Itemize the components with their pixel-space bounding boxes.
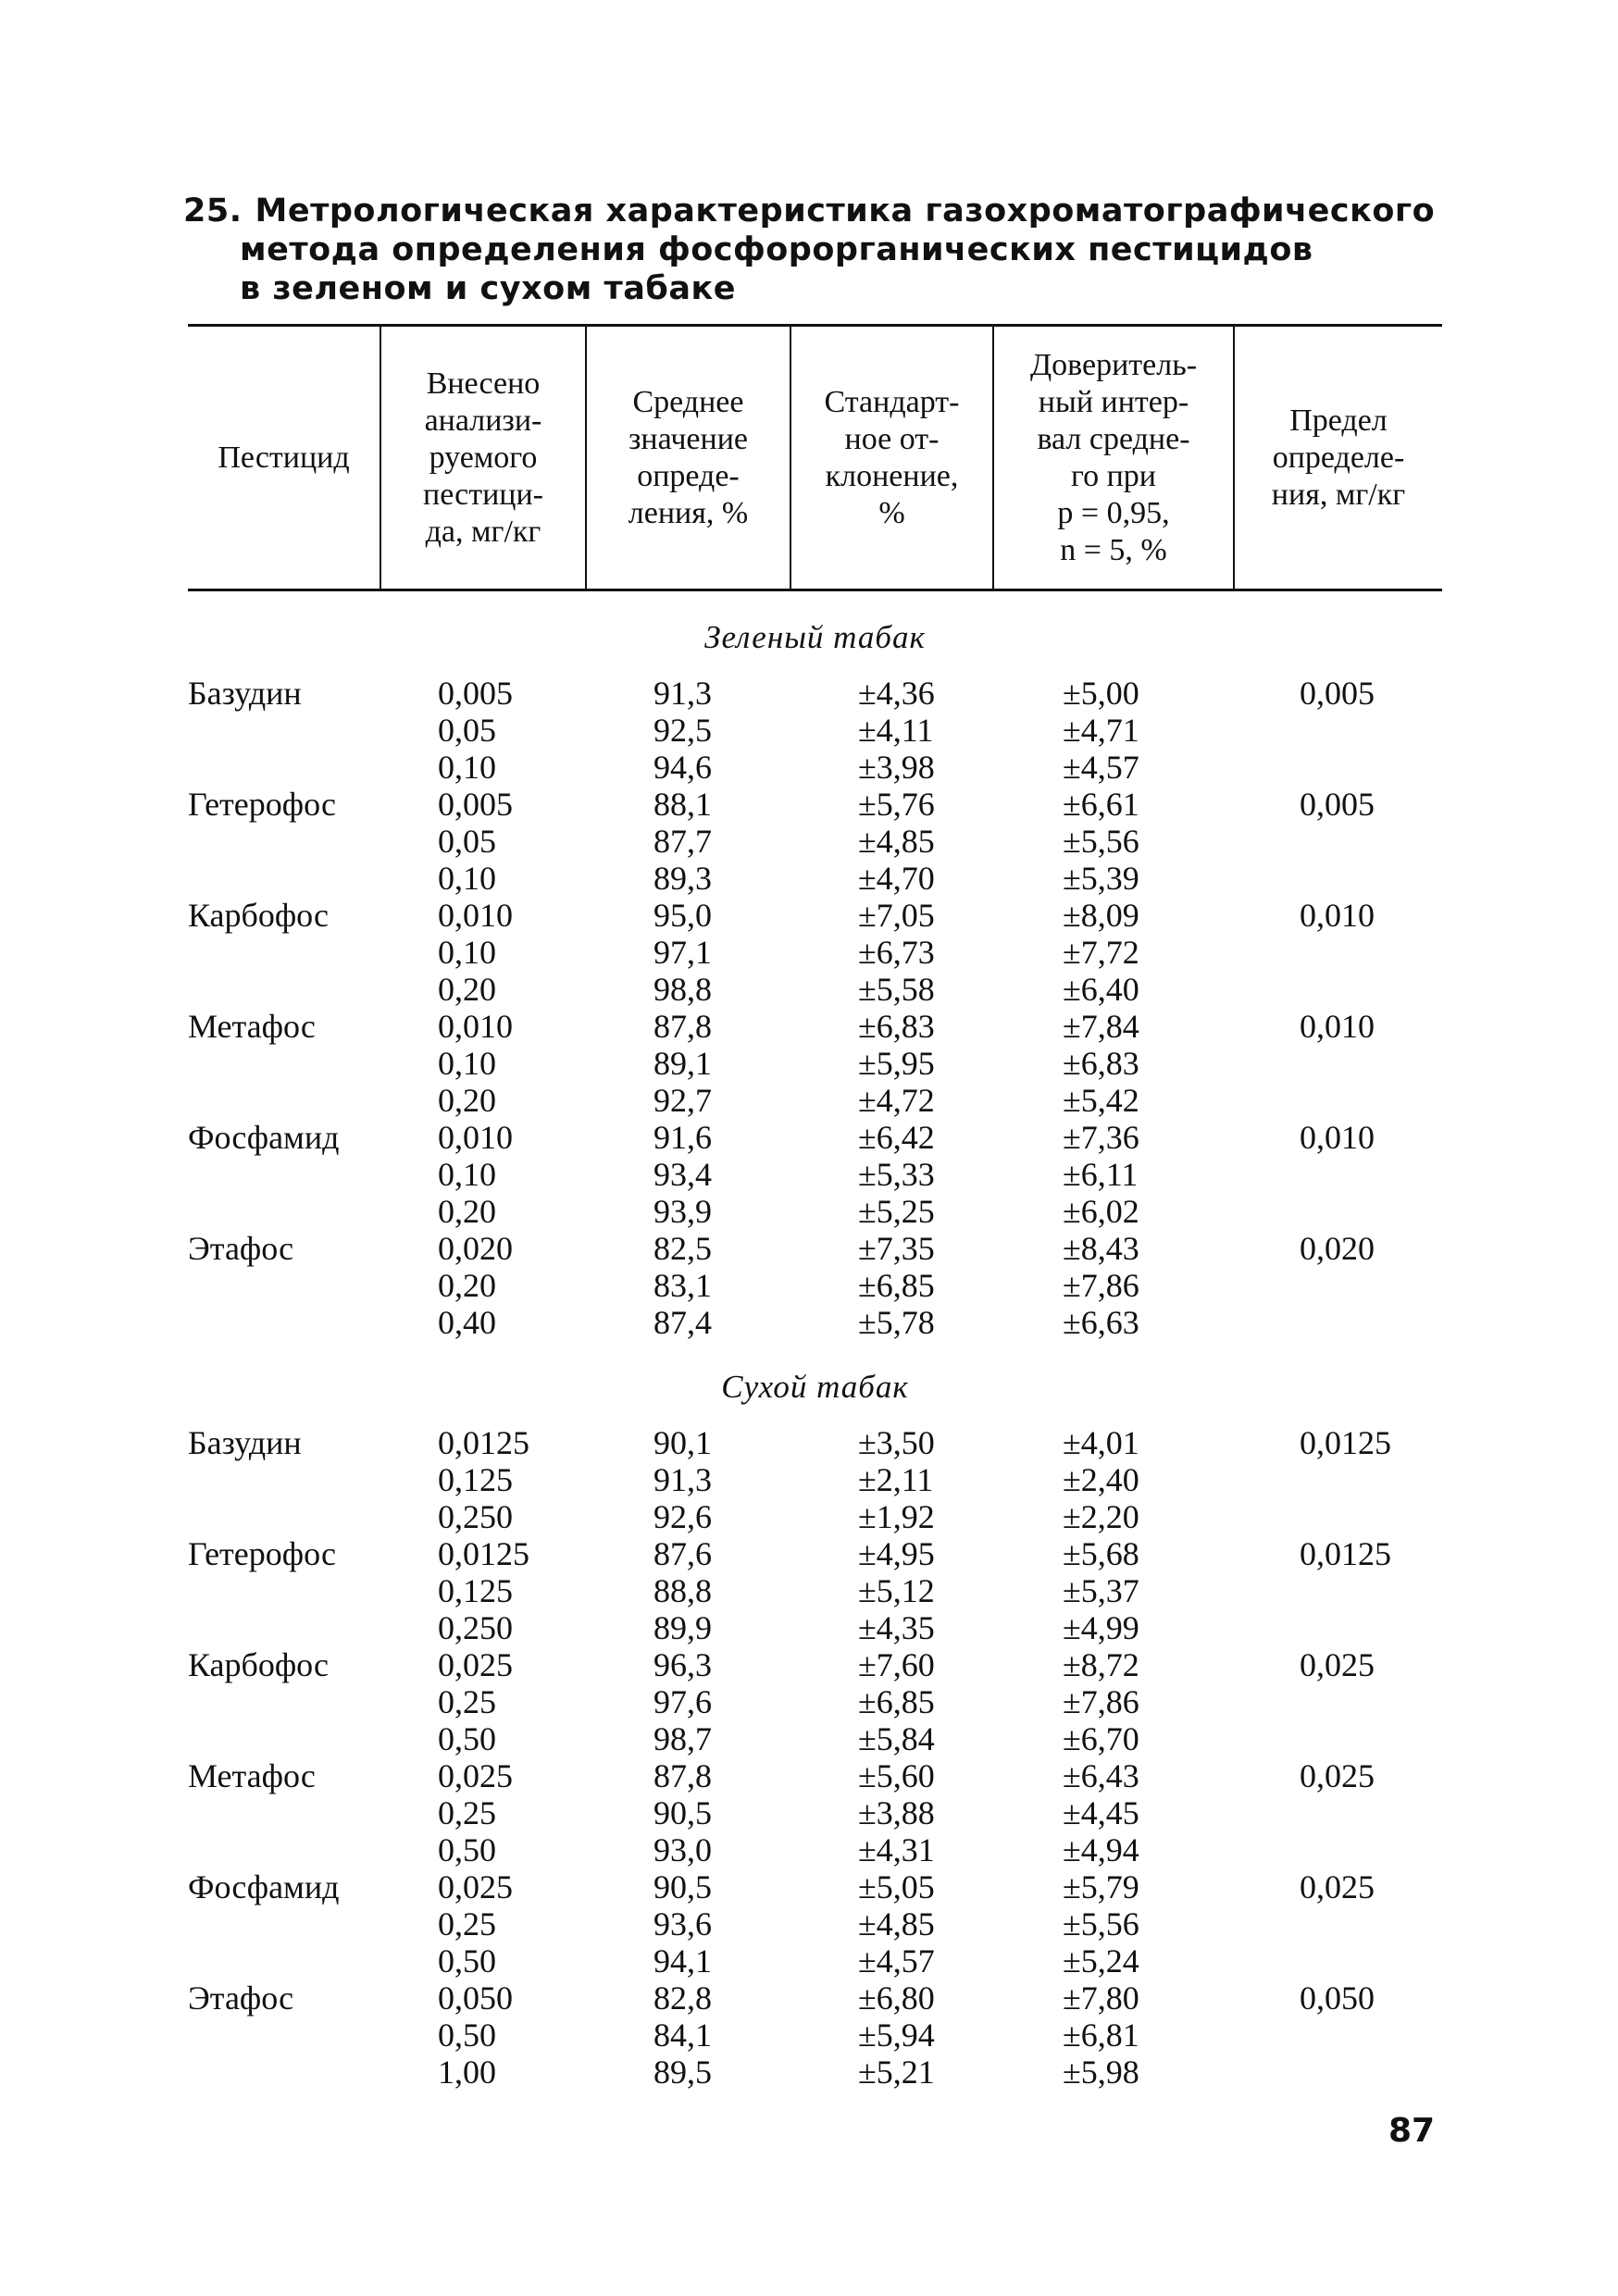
table-row (188, 823, 1442, 860)
sd-cell: ±6,83 (858, 1008, 935, 1045)
ci-cell: ±5,42 (1063, 1082, 1139, 1119)
mean-cell: 89,1 (653, 1045, 712, 1082)
table-row (188, 1572, 1442, 1609)
sd-cell: ±5,25 (858, 1193, 935, 1230)
ci-cell: ±4,71 (1063, 712, 1139, 749)
table-row (188, 1905, 1442, 1942)
ci-cell: ±8,09 (1063, 897, 1139, 934)
added-cell: 0,25 (438, 1905, 496, 1942)
ci-cell: ±6,02 (1063, 1193, 1139, 1230)
ci-cell: ±5,56 (1063, 1905, 1139, 1942)
sd-cell: ±4,85 (858, 1905, 935, 1942)
table-caption (183, 192, 1436, 308)
ci-cell: ±6,43 (1063, 1757, 1139, 1794)
added-cell: 0,010 (438, 1119, 513, 1156)
mean-cell: 91,6 (653, 1119, 712, 1156)
sd-cell: ±5,58 (858, 971, 935, 1008)
added-cell: 0,10 (438, 749, 496, 786)
caption-line-3: в зеленом и сухом табаке (240, 270, 736, 307)
sd-cell: ±4,57 (858, 1942, 935, 1980)
sd-cell: ±5,95 (858, 1045, 935, 1082)
ci-cell: ±7,84 (1063, 1008, 1139, 1045)
mean-cell: 83,1 (653, 1267, 712, 1304)
pesticide-cell: Метафос (188, 1757, 316, 1794)
sd-cell: ±3,98 (858, 749, 935, 786)
sd-cell: ±5,05 (858, 1868, 935, 1905)
header-detection-limit: Предел определе- ния, мг/кг (1233, 327, 1442, 589)
caption-line-2: метода определения фосфорорганических пестицидов (240, 231, 1313, 268)
mean-cell: 94,6 (653, 749, 712, 786)
sd-cell: ±6,42 (858, 1119, 935, 1156)
caption-line-1: 25. Метрологическая характеристика газохроматографического (183, 192, 1436, 230)
mean-cell: 88,1 (653, 786, 712, 823)
mean-cell: 87,6 (653, 1535, 712, 1572)
table-row (188, 897, 1442, 934)
pesticide-cell: Карбофос (188, 897, 330, 934)
mean-cell: 82,8 (653, 1980, 712, 2017)
mean-cell: 89,3 (653, 860, 712, 897)
pesticide-cell: Гетерофос (188, 1535, 336, 1572)
mean-cell: 98,7 (653, 1720, 712, 1757)
sd-cell: ±5,60 (858, 1757, 935, 1794)
mean-cell: 82,5 (653, 1230, 712, 1267)
sd-cell: ±4,72 (858, 1082, 935, 1119)
ci-cell: ±7,36 (1063, 1119, 1139, 1156)
added-cell: 0,10 (438, 1045, 496, 1082)
mean-cell: 97,1 (653, 934, 712, 971)
table-row (188, 1304, 1442, 1341)
added-cell: 0,50 (438, 1720, 496, 1757)
pesticide-cell: Этафос (188, 1980, 294, 2017)
data-table (188, 324, 1442, 2091)
mean-cell: 93,9 (653, 1193, 712, 1230)
ci-cell: ±5,00 (1063, 675, 1139, 712)
ci-cell: ±2,40 (1063, 1461, 1139, 1498)
table-row (188, 712, 1442, 749)
added-cell: 0,10 (438, 860, 496, 897)
added-cell: 0,250 (438, 1498, 513, 1535)
added-cell: 0,005 (438, 786, 513, 823)
section-title: Сухой табак (721, 1369, 909, 1405)
added-cell: 0,50 (438, 1831, 496, 1868)
ci-cell: ±6,81 (1063, 2017, 1139, 2054)
sd-cell: ±4,36 (858, 675, 935, 712)
added-cell: 0,25 (438, 1794, 496, 1831)
table-row (188, 786, 1442, 823)
table-number: 25. (183, 192, 243, 230)
table-body (188, 601, 1442, 2091)
sd-cell: ±6,73 (858, 934, 935, 971)
added-cell: 0,25 (438, 1683, 496, 1720)
sd-cell: ±7,05 (858, 897, 935, 934)
table-row (188, 1646, 1442, 1683)
sd-cell: ±2,11 (858, 1461, 934, 1498)
mean-cell: 87,7 (653, 823, 712, 860)
table-row (188, 1980, 1442, 2017)
table-row (188, 1156, 1442, 1193)
pesticide-cell: Метафос (188, 1008, 316, 1045)
sd-cell: ±6,85 (858, 1683, 935, 1720)
table-row (188, 749, 1442, 786)
mean-cell: 87,8 (653, 1757, 712, 1794)
ci-cell: ±5,37 (1063, 1572, 1139, 1609)
mean-cell: 84,1 (653, 2017, 712, 2054)
table-row (188, 1193, 1442, 1230)
ci-cell: ±6,61 (1063, 786, 1139, 823)
limit-cell: 0,005 (1300, 675, 1375, 712)
table-row (188, 1498, 1442, 1535)
added-cell: 0,025 (438, 1868, 513, 1905)
mean-cell: 97,6 (653, 1683, 712, 1720)
limit-cell: 0,025 (1300, 1868, 1375, 1905)
sd-cell: ±5,78 (858, 1304, 935, 1341)
sd-cell: ±3,88 (858, 1794, 935, 1831)
pesticide-cell: Фосфамид (188, 1868, 340, 1905)
ci-cell: ±4,45 (1063, 1794, 1139, 1831)
ci-cell: ±7,80 (1063, 1980, 1139, 2017)
table-row (188, 1942, 1442, 1980)
table-row (188, 1609, 1442, 1646)
added-cell: 0,005 (438, 675, 513, 712)
mean-cell: 96,3 (653, 1646, 712, 1683)
table-row (188, 1045, 1442, 1082)
added-cell: 0,025 (438, 1757, 513, 1794)
ci-cell: ±6,40 (1063, 971, 1139, 1008)
table-row (188, 675, 1442, 712)
added-cell: 0,250 (438, 1609, 513, 1646)
mean-cell: 98,8 (653, 971, 712, 1008)
added-cell: 0,40 (438, 1304, 496, 1341)
pesticide-cell: Базудин (188, 1424, 302, 1461)
mean-cell: 92,5 (653, 712, 712, 749)
sd-cell: ±4,35 (858, 1609, 935, 1646)
sd-cell: ±6,85 (858, 1267, 935, 1304)
sd-cell: ±6,80 (858, 1980, 935, 2017)
header-pesticide: Пестицид (218, 440, 350, 475)
sd-cell: ±4,11 (858, 712, 934, 749)
added-cell: 0,010 (438, 897, 513, 934)
mean-cell: 95,0 (653, 897, 712, 934)
mean-cell: 90,1 (653, 1424, 712, 1461)
ci-cell: ±6,83 (1063, 1045, 1139, 1082)
sd-cell: ±4,85 (858, 823, 935, 860)
table-row (188, 1424, 1442, 1461)
mean-cell: 92,7 (653, 1082, 712, 1119)
table-row (188, 934, 1442, 971)
limit-cell: 0,010 (1300, 1008, 1375, 1045)
header-confidence-interval: Доверитель- ный интер- вал средне- го при p = 0,95, n = 5, % (992, 327, 1233, 589)
table-row (188, 2054, 1442, 2091)
table-row (188, 860, 1442, 897)
header-std-deviation: Стандарт- ное от- клонение, % (790, 327, 992, 589)
mean-cell: 87,4 (653, 1304, 712, 1341)
ci-cell: ±7,86 (1063, 1683, 1139, 1720)
added-cell: 0,50 (438, 2017, 496, 2054)
table-row (188, 1831, 1442, 1868)
table-row (188, 1794, 1442, 1831)
pesticide-cell: Базудин (188, 675, 302, 712)
limit-cell: 0,005 (1300, 786, 1375, 823)
table-row (188, 1683, 1442, 1720)
added-cell: 0,125 (438, 1461, 513, 1498)
mean-cell: 89,5 (653, 2054, 712, 2091)
added-cell: 0,20 (438, 1267, 496, 1304)
ci-cell: ±7,72 (1063, 934, 1139, 971)
table-row (188, 1868, 1442, 1905)
table-row (188, 1119, 1442, 1156)
table-row (188, 1720, 1442, 1757)
page-number: 87 (1388, 2112, 1436, 2150)
added-cell: 0,05 (438, 823, 496, 860)
header-added-amount: Внесено анализи- руемого пестици- да, мг/кг (380, 327, 585, 589)
sd-cell: ±5,76 (858, 786, 935, 823)
mean-cell: 91,3 (653, 1461, 712, 1498)
added-cell: 0,20 (438, 1082, 496, 1119)
added-cell: 0,125 (438, 1572, 513, 1609)
ci-cell: ±4,01 (1063, 1424, 1139, 1461)
table-row (188, 1757, 1442, 1794)
ci-cell: ±4,94 (1063, 1831, 1139, 1868)
mean-cell: 92,6 (653, 1498, 712, 1535)
ci-cell: ±5,68 (1063, 1535, 1139, 1572)
sd-cell: ±4,70 (858, 860, 935, 897)
added-cell: 0,025 (438, 1646, 513, 1683)
limit-cell: 0,050 (1300, 1980, 1375, 2017)
ci-cell: ±4,57 (1063, 749, 1139, 786)
mean-cell: 91,3 (653, 675, 712, 712)
sd-cell: ±1,92 (858, 1498, 935, 1535)
ci-cell: ±6,70 (1063, 1720, 1139, 1757)
mean-cell: 93,0 (653, 1831, 712, 1868)
mean-cell: 89,9 (653, 1609, 712, 1646)
added-cell: 0,0125 (438, 1424, 529, 1461)
limit-cell: 0,0125 (1300, 1535, 1391, 1572)
mean-cell: 90,5 (653, 1868, 712, 1905)
sd-cell: ±5,84 (858, 1720, 935, 1757)
ci-cell: ±5,56 (1063, 823, 1139, 860)
mean-cell: 88,8 (653, 1572, 712, 1609)
ci-cell: ±7,86 (1063, 1267, 1139, 1304)
ci-cell: ±5,39 (1063, 860, 1139, 897)
limit-cell: 0,020 (1300, 1230, 1375, 1267)
pesticide-cell: Карбофос (188, 1646, 330, 1683)
ci-cell: ±4,99 (1063, 1609, 1139, 1646)
table-row (188, 971, 1442, 1008)
limit-cell: 0,0125 (1300, 1424, 1391, 1461)
table-row (188, 1267, 1442, 1304)
added-cell: 0,020 (438, 1230, 513, 1267)
sd-cell: ±5,33 (858, 1156, 935, 1193)
ci-cell: ±8,43 (1063, 1230, 1139, 1267)
mean-cell: 93,4 (653, 1156, 712, 1193)
limit-cell: 0,010 (1300, 1119, 1375, 1156)
limit-cell: 0,025 (1300, 1757, 1375, 1794)
ci-cell: ±6,11 (1063, 1156, 1139, 1193)
table-row (188, 1008, 1442, 1045)
pesticide-cell: Фосфамид (188, 1119, 340, 1156)
mean-cell: 90,5 (653, 1794, 712, 1831)
ci-cell: ±5,24 (1063, 1942, 1139, 1980)
mean-cell: 87,8 (653, 1008, 712, 1045)
sd-cell: ±4,31 (858, 1831, 935, 1868)
pesticide-cell: Этафос (188, 1230, 294, 1267)
sd-cell: ±5,21 (858, 2054, 935, 2091)
ci-cell: ±6,63 (1063, 1304, 1139, 1341)
header-mean-value: Среднее значение опреде- ления, % (585, 327, 790, 589)
sd-cell: ±7,60 (858, 1646, 935, 1683)
added-cell: 0,05 (438, 712, 496, 749)
table-row (188, 1461, 1442, 1498)
section-title: Зеленый табак (704, 619, 926, 655)
table-header (188, 327, 1442, 591)
ci-cell: ±5,98 (1063, 2054, 1139, 2091)
pesticide-cell: Гетерофос (188, 786, 336, 823)
table-row (188, 1230, 1442, 1267)
mean-cell: 93,6 (653, 1905, 712, 1942)
sd-cell: ±5,12 (858, 1572, 935, 1609)
added-cell: 0,10 (438, 934, 496, 971)
added-cell: 0,20 (438, 971, 496, 1008)
ci-cell: ±2,20 (1063, 1498, 1139, 1535)
limit-cell: 0,010 (1300, 897, 1375, 934)
ci-cell: ±8,72 (1063, 1646, 1139, 1683)
added-cell: 1,00 (438, 2054, 496, 2091)
added-cell: 0,050 (438, 1980, 513, 2017)
limit-cell: 0,025 (1300, 1646, 1375, 1683)
added-cell: 0,20 (438, 1193, 496, 1230)
sd-cell: ±4,95 (858, 1535, 935, 1572)
table-row (188, 1535, 1442, 1572)
sd-cell: ±5,94 (858, 2017, 935, 2054)
mean-cell: 94,1 (653, 1942, 712, 1980)
added-cell: 0,50 (438, 1942, 496, 1980)
added-cell: 0,10 (438, 1156, 496, 1193)
added-cell: 0,0125 (438, 1535, 529, 1572)
added-cell: 0,010 (438, 1008, 513, 1045)
table-row (188, 2017, 1442, 2054)
sd-cell: ±3,50 (858, 1424, 935, 1461)
sd-cell: ±7,35 (858, 1230, 935, 1267)
table-row (188, 1082, 1442, 1119)
ci-cell: ±5,79 (1063, 1868, 1139, 1905)
